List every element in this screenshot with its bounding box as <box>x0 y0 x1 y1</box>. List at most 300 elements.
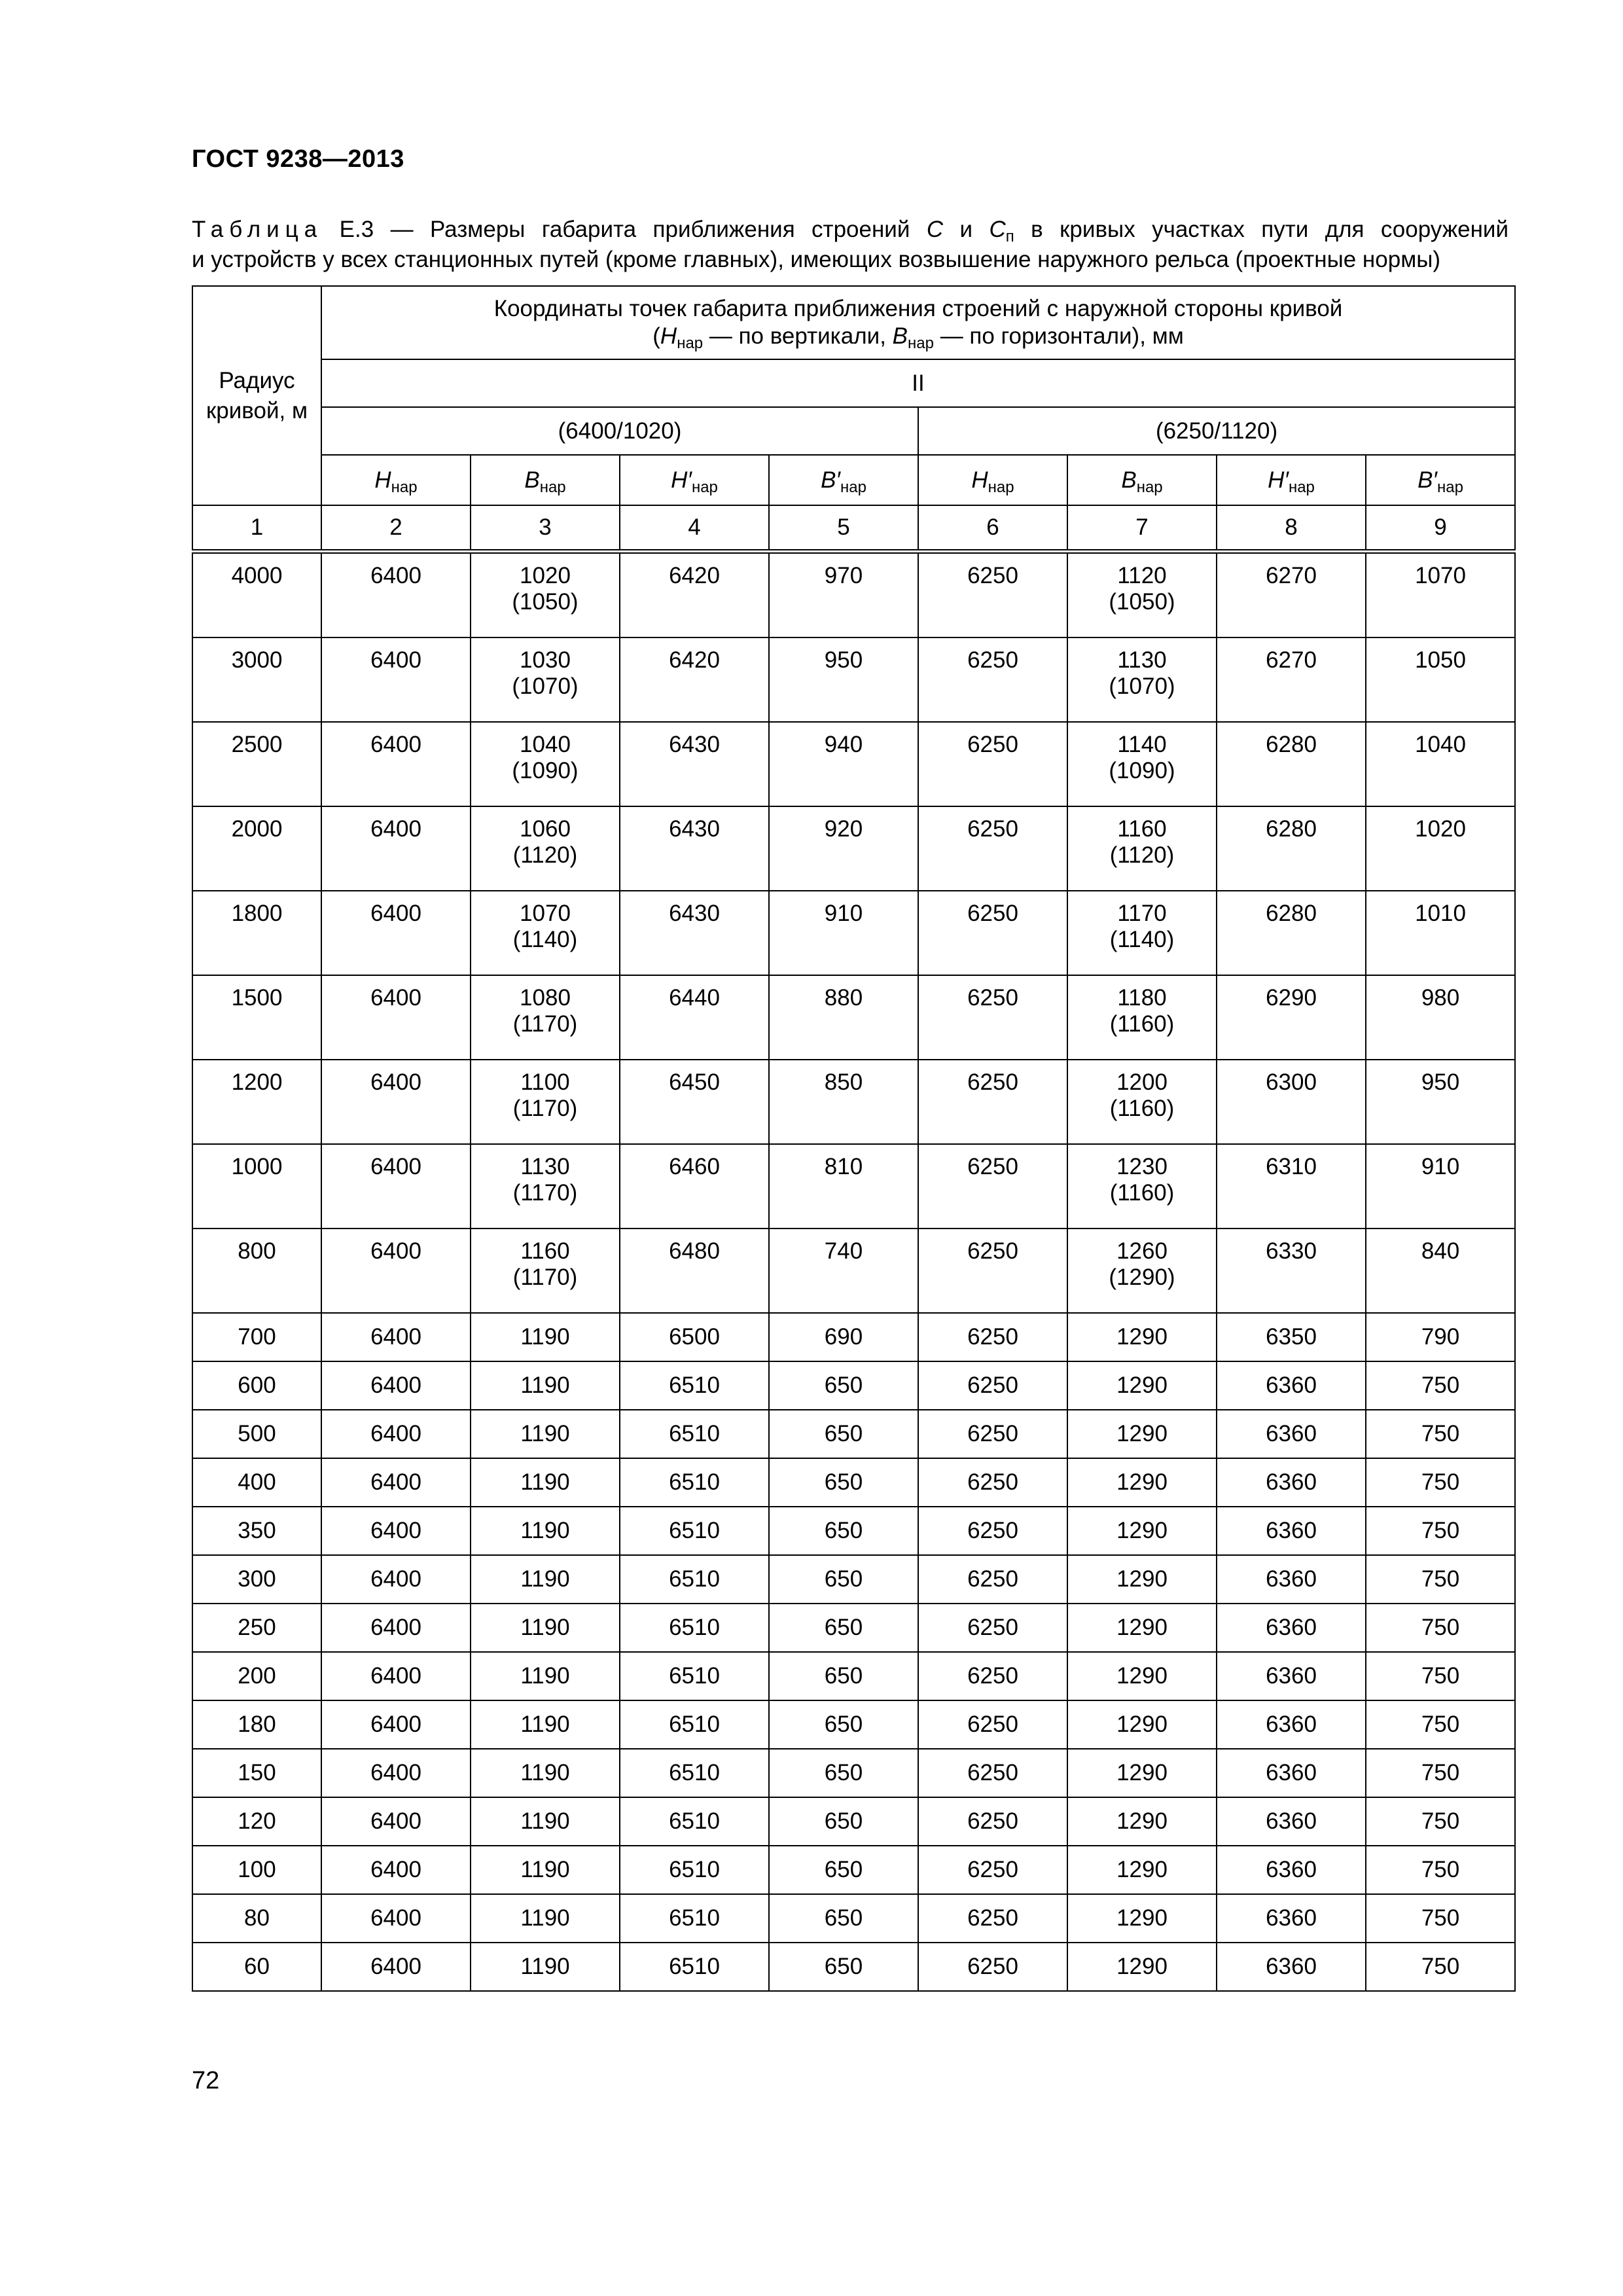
table-cell-b2pr <box>1366 1507 1515 1555</box>
cell-value: 750 <box>1421 1808 1460 1834</box>
cell-value: 6510 <box>669 1663 720 1689</box>
caption-text-2: в кривых участках пути для сооружений <box>1014 217 1509 242</box>
table-cell-b1 <box>471 1700 620 1749</box>
cell-value: 1190 <box>520 1518 570 1543</box>
coord-header-b-sub: нар <box>908 334 934 352</box>
cell-value: 6360 <box>1266 1566 1317 1592</box>
cell-value: 6400 <box>370 1324 421 1350</box>
cell-value: 6250 <box>967 1808 1018 1834</box>
table-cell-h2p <box>1217 1846 1366 1894</box>
table-cell-b2pr <box>1366 1555 1515 1604</box>
table-cell-h2p <box>1217 1507 1366 1555</box>
table-row <box>192 1894 1515 1943</box>
table-cell-r <box>192 1652 321 1700</box>
cell-value: 6400 <box>370 1905 421 1931</box>
cell-value: 750 <box>1421 1954 1460 1979</box>
cell-value: 120 <box>238 1808 276 1834</box>
table-cell-h2 <box>918 1749 1067 1797</box>
cell-value: 6250 <box>967 1566 1018 1592</box>
cell-value: 200 <box>238 1663 276 1689</box>
cell-value: 6400 <box>370 1238 421 1264</box>
table-cell-b2 <box>1067 1361 1217 1410</box>
column-number: 3 <box>471 505 620 552</box>
cell-value: 750 <box>1421 1712 1460 1737</box>
table-cell-h1 <box>321 1555 471 1604</box>
table-cell-b2pr <box>1366 1410 1515 1458</box>
table-cell-h2 <box>918 1894 1067 1943</box>
table-cell-b2 <box>1067 552 1217 638</box>
column-symbol: В <box>524 467 540 493</box>
table-cell-h1p <box>620 891 769 975</box>
cell-value: 750 <box>1421 1857 1460 1882</box>
coord-header-end: — по горизонтали), мм <box>933 323 1184 349</box>
cell-value: 1180 <box>1117 985 1167 1011</box>
table-cell-h1p <box>620 806 769 891</box>
cell-value: 650 <box>824 1518 863 1543</box>
column-number: 9 <box>1366 505 1515 552</box>
table-cell-h1p <box>620 1749 769 1797</box>
cell-value-alt: (1170) <box>512 1011 578 1037</box>
table-cell-h1p <box>620 637 769 722</box>
table-cell-b2 <box>1067 806 1217 891</box>
table-cell-h1 <box>321 1410 471 1458</box>
cell-value: 1010 <box>1415 901 1466 926</box>
table-cell-b1pr <box>769 1555 918 1604</box>
cell-value: 60 <box>244 1954 270 1979</box>
table-cell-h2p <box>1217 891 1366 975</box>
cell-value: 6400 <box>370 1615 421 1640</box>
column-symbol-sub: нар <box>1136 478 1163 496</box>
cell-value-alt: (1170) <box>512 1096 578 1121</box>
cell-value: 6510 <box>669 1954 720 1979</box>
table-row <box>192 891 1515 975</box>
table-cell-h2p <box>1217 806 1366 891</box>
cell-value: 1290 <box>1116 1905 1168 1931</box>
cell-value-alt: (1120) <box>512 842 578 868</box>
cell-value: 1200 <box>231 1069 283 1095</box>
cell-value: 750 <box>1421 1615 1460 1640</box>
table-cell-h2 <box>918 1652 1067 1700</box>
table-cell-h2p <box>1217 1894 1366 1943</box>
cell-value: 6400 <box>370 901 421 926</box>
table-row <box>192 1458 1515 1507</box>
table-cell-h2p <box>1217 1797 1366 1846</box>
table-row <box>192 1144 1515 1229</box>
table-cell-h1p <box>620 1555 769 1604</box>
radius-header-line2: кривой, м <box>205 397 308 423</box>
cell-value: 6460 <box>669 1154 720 1179</box>
cell-value: 650 <box>824 1566 863 1592</box>
column-symbol-sub: нар <box>691 478 718 496</box>
cell-value: 6250 <box>967 816 1018 842</box>
cell-value: 6500 <box>669 1324 720 1350</box>
caption-symbol-cp: С <box>989 217 1006 242</box>
cell-value: 750 <box>1421 1421 1460 1446</box>
table-cell-b2pr <box>1366 637 1515 722</box>
cell-value: 6400 <box>370 985 421 1011</box>
table-cell-b2 <box>1067 1604 1217 1652</box>
cell-value: 1290 <box>1116 1663 1168 1689</box>
table-cell-b2pr <box>1366 975 1515 1060</box>
cell-value: 6250 <box>967 1615 1018 1640</box>
table-cell-h2p <box>1217 1604 1366 1652</box>
table-cell-b2pr <box>1366 1060 1515 1144</box>
table-row <box>192 1507 1515 1555</box>
cell-value: 750 <box>1421 1372 1460 1398</box>
cell-value-alt: (1070) <box>1109 673 1175 699</box>
cell-value: 750 <box>1421 1518 1460 1543</box>
table-cell-b1 <box>471 1410 620 1458</box>
table-cell-b1 <box>471 637 620 722</box>
caption-number: Е.3 <box>339 217 374 242</box>
table-cell-b1pr <box>769 1749 918 1797</box>
table-cell-b2pr <box>1366 1846 1515 1894</box>
table-cell-h1 <box>321 1846 471 1894</box>
gauge-table <box>192 285 1516 1992</box>
table-cell-h1 <box>321 552 471 638</box>
table-cell-b1 <box>471 552 620 638</box>
cell-value: 6360 <box>1266 1372 1317 1398</box>
cell-value: 3000 <box>231 647 283 673</box>
table-cell-b2pr <box>1366 1700 1515 1749</box>
column-number: 5 <box>769 505 918 552</box>
column-number: 8 <box>1217 505 1366 552</box>
cell-value: 250 <box>238 1615 276 1640</box>
table-cell-r <box>192 552 321 638</box>
column-symbol-header <box>1366 455 1515 505</box>
coord-header-open: ( <box>652 323 660 349</box>
cell-value: 1190 <box>520 1905 570 1931</box>
column-symbol-header <box>321 455 471 505</box>
table-cell-b1pr <box>769 1604 918 1652</box>
cell-value: 6400 <box>370 1566 421 1592</box>
cell-value: 6430 <box>669 816 720 842</box>
cell-value: 650 <box>824 1857 863 1882</box>
cell-value-alt: (1160) <box>1109 1180 1175 1206</box>
table-cell-h2p <box>1217 1652 1366 1700</box>
table-cell-h2p <box>1217 722 1366 806</box>
table-cell-b2 <box>1067 1410 1217 1458</box>
table-cell-h2 <box>918 1229 1067 1313</box>
table-cell-h2p <box>1217 637 1366 722</box>
cell-value: 1170 <box>1117 901 1167 926</box>
cell-value: 1230 <box>1116 1154 1168 1179</box>
cell-value: 650 <box>824 1421 863 1446</box>
column-symbol-sub: нар <box>539 478 566 496</box>
cell-value: 750 <box>1421 1905 1460 1931</box>
table-cell-b1 <box>471 1943 620 1991</box>
table-cell-h1p <box>620 1361 769 1410</box>
table-cell-r <box>192 975 321 1060</box>
cell-value: 6250 <box>967 732 1018 757</box>
cell-value: 6510 <box>669 1615 720 1640</box>
cell-value: 6440 <box>669 985 720 1011</box>
table-cell-h1p <box>620 1943 769 1991</box>
table-cell-b1 <box>471 1229 620 1313</box>
table-cell-b2pr <box>1366 1229 1515 1313</box>
page-number: 72 <box>192 2067 220 2094</box>
table-cell-b1pr <box>769 1846 918 1894</box>
cell-value: 1190 <box>520 1421 570 1446</box>
cell-value: 980 <box>1421 985 1460 1011</box>
table-cell-h2 <box>918 1060 1067 1144</box>
cell-value: 2500 <box>231 732 283 757</box>
category-header: II <box>321 359 1515 407</box>
column-symbol-sub: нар <box>840 478 866 496</box>
cell-value: 6510 <box>669 1712 720 1737</box>
cell-value: 6510 <box>669 1760 720 1785</box>
table-cell-b1pr <box>769 806 918 891</box>
coord-header-b: В <box>892 323 908 349</box>
table-cell-b1pr <box>769 637 918 722</box>
cell-value: 300 <box>238 1566 276 1592</box>
table-cell-b1 <box>471 1846 620 1894</box>
cell-value: 6450 <box>669 1069 720 1095</box>
table-cell-b2 <box>1067 1555 1217 1604</box>
cell-value: 1190 <box>520 1566 570 1592</box>
table-cell-r <box>192 1894 321 1943</box>
cell-value: 6250 <box>967 1712 1018 1737</box>
table-row <box>192 1700 1515 1749</box>
cell-value: 6400 <box>370 1857 421 1882</box>
table-cell-h1 <box>321 1361 471 1410</box>
table-cell-h2 <box>918 1410 1067 1458</box>
cell-value: 6290 <box>1266 985 1317 1011</box>
table-row <box>192 1943 1515 1991</box>
cell-value: 920 <box>824 816 863 842</box>
table-cell-h1p <box>620 1410 769 1458</box>
cell-value: 1060 <box>520 816 571 842</box>
table-cell-b1 <box>471 1458 620 1507</box>
coord-header-h: Н <box>660 323 677 349</box>
table-cell-b1pr <box>769 1361 918 1410</box>
table-cell-h2 <box>918 975 1067 1060</box>
table-cell-h2p <box>1217 552 1366 638</box>
cell-value: 1190 <box>520 1615 570 1640</box>
table-cell-h2p <box>1217 1555 1366 1604</box>
table-cell-b1 <box>471 891 620 975</box>
table-cell-h2 <box>918 637 1067 722</box>
cell-value: 1040 <box>1415 732 1466 757</box>
table-cell-h1p <box>620 1458 769 1507</box>
table-cell-h1 <box>321 1144 471 1229</box>
table-row <box>192 637 1515 722</box>
cell-value: 6250 <box>967 1905 1018 1931</box>
table-cell-h2 <box>918 1943 1067 1991</box>
cell-value: 6250 <box>967 1518 1018 1543</box>
cell-value: 6330 <box>1266 1238 1317 1264</box>
column-symbol: В′ <box>821 467 840 493</box>
table-cell-b2 <box>1067 1313 1217 1361</box>
cell-value: 1080 <box>520 985 571 1011</box>
table-cell-b1pr <box>769 1894 918 1943</box>
cell-value-alt: (1140) <box>512 927 578 952</box>
column-symbol-header <box>1217 455 1366 505</box>
cell-value: 1500 <box>231 985 283 1011</box>
cell-value: 1290 <box>1116 1518 1168 1543</box>
cell-value-alt: (1170) <box>512 1265 578 1290</box>
cell-value: 6250 <box>967 1954 1018 1979</box>
cell-value: 6250 <box>967 1421 1018 1446</box>
table-cell-h1p <box>620 1846 769 1894</box>
cell-value: 650 <box>824 1712 863 1737</box>
cell-value: 6510 <box>669 1808 720 1834</box>
table-cell-r <box>192 1846 321 1894</box>
cell-value: 6310 <box>1266 1154 1317 1179</box>
cell-value: 6280 <box>1266 732 1317 757</box>
cell-value: 6400 <box>370 732 421 757</box>
table-cell-h1 <box>321 1313 471 1361</box>
table-cell-h2p <box>1217 1144 1366 1229</box>
table-row <box>192 1229 1515 1313</box>
table-cell-b2pr <box>1366 1943 1515 1991</box>
table-cell-b2 <box>1067 1507 1217 1555</box>
column-number: 1 <box>192 505 321 552</box>
table-cell-b1 <box>471 1361 620 1410</box>
table-cell-b2 <box>1067 1060 1217 1144</box>
cell-value: 6510 <box>669 1469 720 1495</box>
cell-value: 6270 <box>1266 647 1317 673</box>
coord-header <box>321 286 1515 359</box>
table-cell-h1p <box>620 1604 769 1652</box>
cell-value: 6280 <box>1266 816 1317 842</box>
cell-value: 950 <box>1421 1069 1460 1095</box>
cell-value: 650 <box>824 1954 863 1979</box>
table-row <box>192 1652 1515 1700</box>
table-cell-b1pr <box>769 1060 918 1144</box>
table-cell-h2 <box>918 891 1067 975</box>
table-cell-b2 <box>1067 1700 1217 1749</box>
table-cell-r <box>192 1943 321 1991</box>
cell-value: 6360 <box>1266 1808 1317 1834</box>
table-cell-b1 <box>471 1894 620 1943</box>
cell-value: 1290 <box>1116 1469 1168 1495</box>
cell-value: 1190 <box>520 1712 570 1737</box>
cell-value: 6400 <box>370 1154 421 1179</box>
cell-value: 970 <box>824 563 863 588</box>
table-cell-h2p <box>1217 1749 1366 1797</box>
cell-value: 1020 <box>520 563 571 588</box>
cell-value-alt: (1050) <box>1109 589 1175 615</box>
cell-value: 1190 <box>520 1372 570 1398</box>
cell-value: 500 <box>238 1421 276 1446</box>
table-cell-b2 <box>1067 1458 1217 1507</box>
table-cell-b2pr <box>1366 1604 1515 1652</box>
table-cell-h2 <box>918 1458 1067 1507</box>
cell-value: 1190 <box>520 1663 570 1689</box>
cell-value: 6400 <box>370 1518 421 1543</box>
column-symbol-sub: нар <box>1437 478 1463 496</box>
table-row <box>192 1060 1515 1144</box>
cell-value: 1800 <box>231 901 283 926</box>
cell-value: 790 <box>1421 1324 1460 1350</box>
table-cell-h2 <box>918 1507 1067 1555</box>
table-cell-b2pr <box>1366 1797 1515 1846</box>
table-cell-r <box>192 1060 321 1144</box>
cell-value: 1160 <box>520 1238 570 1264</box>
cell-value: 6420 <box>669 563 720 588</box>
table-cell-b2 <box>1067 1894 1217 1943</box>
column-symbol: В <box>1121 467 1137 493</box>
table-row <box>192 552 1515 638</box>
cell-value: 6250 <box>967 1663 1018 1689</box>
cell-value-alt: (1090) <box>1109 758 1175 783</box>
table-cell-h1p <box>620 1313 769 1361</box>
column-symbol-header <box>620 455 769 505</box>
cell-value: 950 <box>824 647 863 673</box>
cell-value: 1100 <box>520 1069 570 1095</box>
table-caption <box>192 215 1508 275</box>
cell-value: 800 <box>238 1238 276 1264</box>
table-cell-r <box>192 722 321 806</box>
cell-value: 6250 <box>967 901 1018 926</box>
table-cell-h1p <box>620 1229 769 1313</box>
cell-value: 650 <box>824 1372 863 1398</box>
document-title: ГОСТ 9238—2013 <box>192 145 404 173</box>
table-cell-h1p <box>620 1700 769 1749</box>
cell-value: 6250 <box>967 985 1018 1011</box>
table-cell-h1p <box>620 1652 769 1700</box>
cell-value-alt: (1160) <box>1109 1096 1175 1121</box>
cell-value: 650 <box>824 1469 863 1495</box>
table-row <box>192 1555 1515 1604</box>
table-cell-b2 <box>1067 637 1217 722</box>
table-cell-h1 <box>321 1507 471 1555</box>
table-cell-b1 <box>471 1144 620 1229</box>
cell-value: 1120 <box>1117 563 1167 588</box>
cell-value: 1190 <box>520 1760 570 1785</box>
table-row <box>192 806 1515 891</box>
cell-value: 700 <box>238 1324 276 1350</box>
cell-value: 1290 <box>1116 1324 1168 1350</box>
cell-value: 6420 <box>669 647 720 673</box>
cell-value: 1130 <box>1117 647 1167 673</box>
cell-value: 1290 <box>1116 1421 1168 1446</box>
table-cell-h1p <box>620 552 769 638</box>
table-cell-h2 <box>918 1846 1067 1894</box>
table-cell-r <box>192 1144 321 1229</box>
table-cell-h1 <box>321 1797 471 1846</box>
column-symbol-header <box>1067 455 1217 505</box>
column-number: 4 <box>620 505 769 552</box>
column-symbol: Н′ <box>1268 467 1289 493</box>
cell-value: 180 <box>238 1712 276 1737</box>
caption-line-1 <box>192 215 1508 245</box>
cell-value: 1260 <box>1116 1238 1168 1264</box>
cell-value: 6360 <box>1266 1663 1317 1689</box>
table-row <box>192 1604 1515 1652</box>
cell-value: 80 <box>244 1905 270 1931</box>
table-cell-b1 <box>471 1749 620 1797</box>
table-cell-b2pr <box>1366 1458 1515 1507</box>
cell-value: 1070 <box>1415 563 1466 588</box>
table-cell-b1 <box>471 1797 620 1846</box>
group-left-header: (6400/1020) <box>321 407 918 455</box>
cell-value: 6510 <box>669 1905 720 1931</box>
cell-value: 6350 <box>1266 1324 1317 1350</box>
table-row <box>192 722 1515 806</box>
cell-value: 6510 <box>669 1372 720 1398</box>
table-cell-h1 <box>321 1700 471 1749</box>
caption-symbol-c: С <box>926 217 944 242</box>
table-cell-h2p <box>1217 1313 1366 1361</box>
cell-value: 6400 <box>370 647 421 673</box>
table-cell-h2 <box>918 1313 1067 1361</box>
cell-value: 6250 <box>967 1857 1018 1882</box>
table-cell-r <box>192 1604 321 1652</box>
table-cell-b1pr <box>769 1943 918 1991</box>
cell-value: 6250 <box>967 1069 1018 1095</box>
